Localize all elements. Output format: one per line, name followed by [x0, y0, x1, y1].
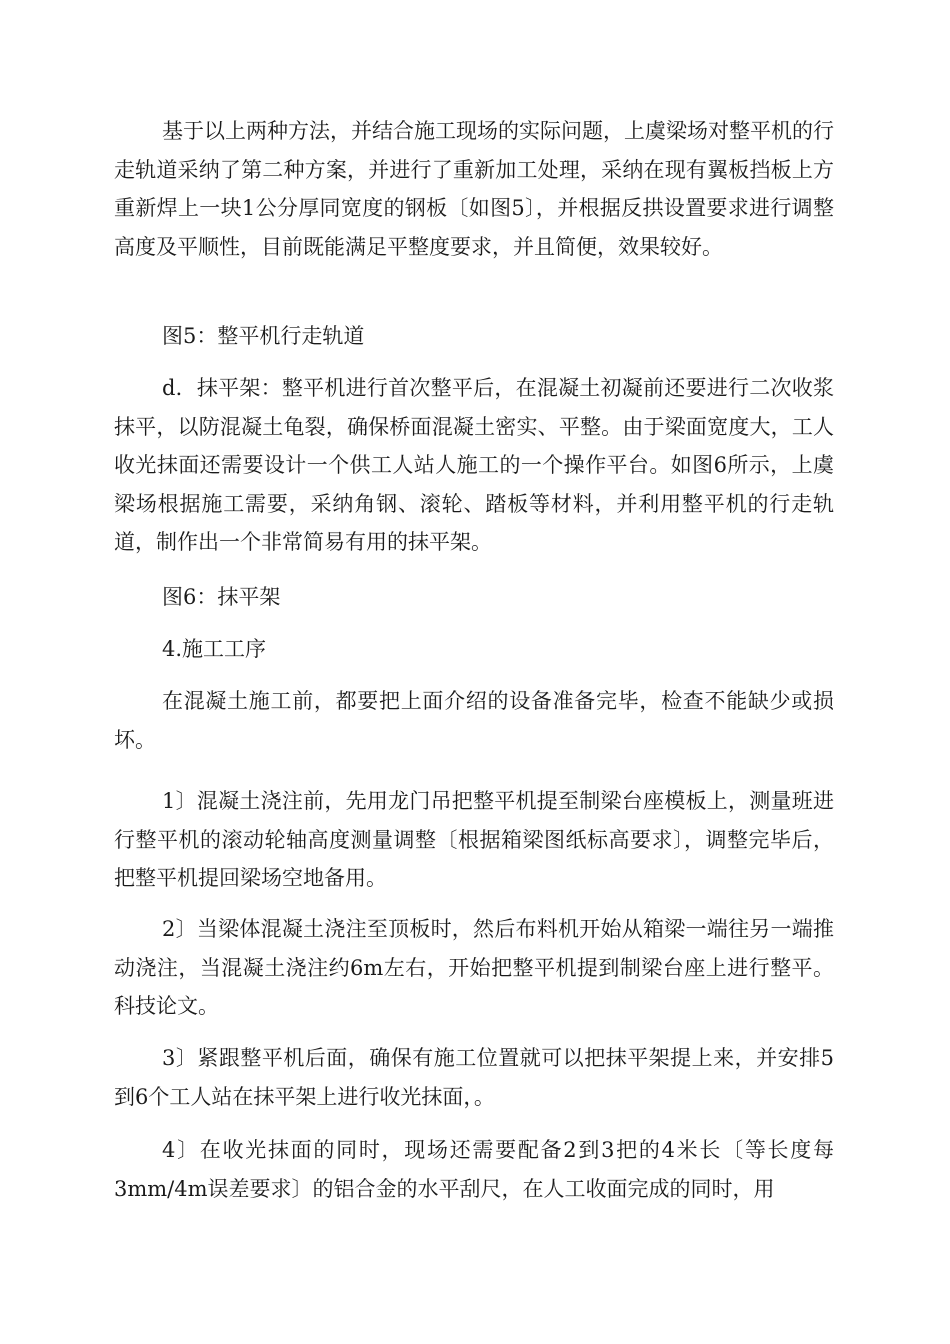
step-2: 2〕当梁体混凝土浇注至顶板时，然后布料机开始从箱梁一端往另一端推动浇注，当混凝土浇注约6m左右，开始把整平机提到制梁台座上进行整平。科技论文。 — [114, 917, 834, 1018]
section-heading-construction-process: 4.施工工序 — [162, 637, 267, 661]
step-4: 4〕在收光抹面的同时，现场还需要配备2到3把的4米长〔等长度每3mm/4m误差要求〕的铝合金的水平刮尺，在人工收面完成的同时，用 — [114, 1138, 834, 1201]
step-3: 3〕紧跟整平机后面，确保有施工位置就可以把抹平架提上来，并安排5到6个工人站在抹平架上进行收光抹面，。 — [114, 1046, 834, 1109]
paragraph-preparation: 在混凝土施工前，都要把上面介绍的设备准备完毕，检查不能缺少或损坏。 — [114, 689, 834, 752]
step-1: 1〕混凝土浇注前，先用龙门吊把整平机提至制梁台座模板上，测量班进行整平机的滚动轮轴高度测量调整〔根据箱梁图纸标高要求〕，调整完毕后，把整平机提回梁场空地备用。 — [114, 789, 834, 890]
figure-6-caption: 图6：抹平架 — [162, 585, 281, 609]
paragraph-trowel-frame: d．抹平架：整平机进行首次整平后，在混凝土初凝前还要进行二次收浆抹平，以防混凝土龟裂，确保桥面混凝土密实、平整。由于梁面宽度大，工人收光抹面还需要设计一个供工人站人施工的一个操作平台。如图6所示，上虞梁场根据施工需要，采纳角钢、滚轮、踏板等材料，并利用整平机的行走轨道，制作出一个非常简易有用的抹平架。 — [114, 376, 834, 554]
figure-5-caption: 图5：整平机行走轨道 — [162, 324, 365, 348]
paragraph-track-method: 基于以上两种方法，并结合施工现场的实际问题，上虞梁场对整平机的行走轨道采纳了第二种方案，并进行了重新加工处理，采纳在现有翼板挡板上方重新焊上一块1公分厚同宽度的钢板〔如图5〕，并根据反拱设置要求进行调整高度及平顺性，目前既能满足平整度要求，并且简便，效果较好。 — [114, 119, 834, 259]
